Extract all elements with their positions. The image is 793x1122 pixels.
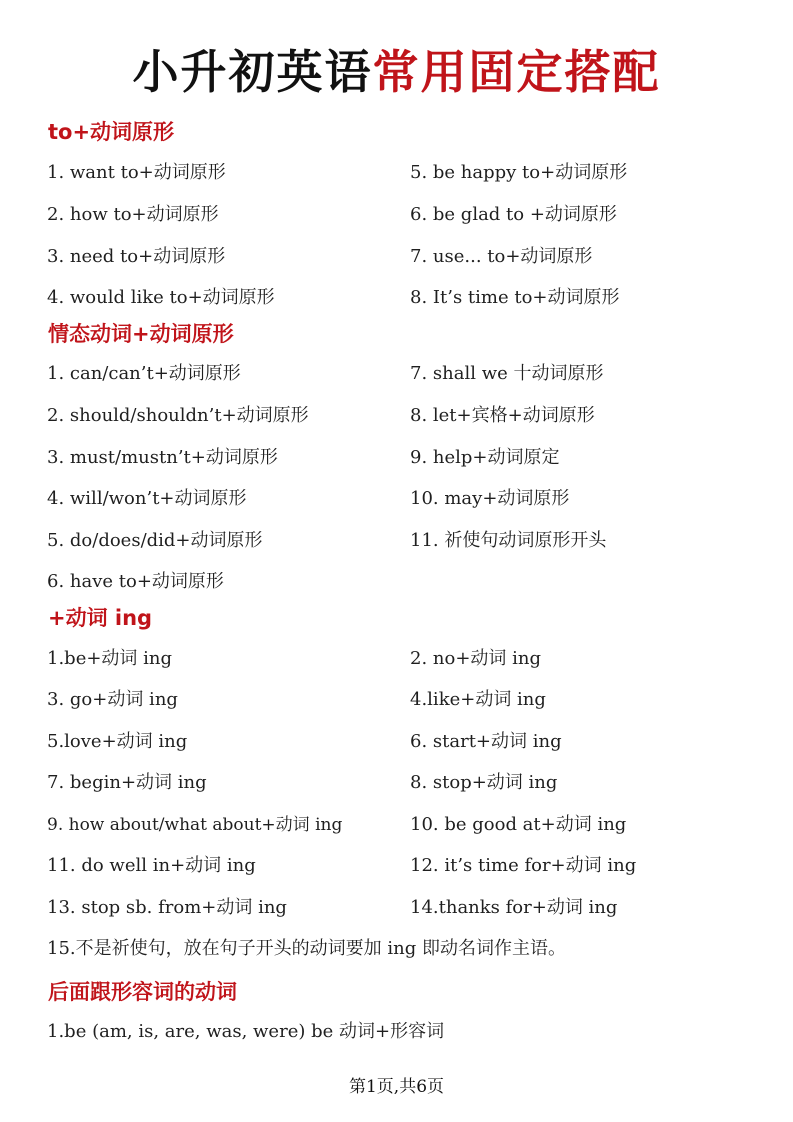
list-item: 2. no+动词 ing: [410, 648, 542, 669]
list-item: 5. do/does/did+动词原形: [47, 530, 263, 551]
list-item: 1. can/can’t+动词原形: [47, 363, 241, 384]
list-item: 13. stop sb. from+动词 ing: [47, 897, 287, 918]
list-item: 5.love+动词 ing: [47, 731, 188, 752]
list-item: 1. want to+动词原形: [47, 162, 226, 183]
list-item: 15.不是祈使句，放在句子开头的动词要加 ing 即动名词作主语。: [47, 938, 566, 959]
list-item: 9. help+动词原定: [410, 447, 560, 468]
section-heading-linking-verbs: 后面跟形容词的动词: [48, 980, 237, 1004]
list-item: 2. should/shouldn’t+动词原形: [47, 405, 309, 426]
title-part-2: 常用固定搭配: [372, 45, 661, 99]
list-item: 12. it’s time for+动词 ing: [410, 855, 637, 876]
list-item: 8. let+宾格+动词原形: [410, 405, 595, 426]
list-item: 7. shall we 十动词原形: [410, 363, 604, 384]
page-number: 第1页,共6页: [348, 1077, 445, 1097]
section-heading-gerund: +动词 ing: [48, 606, 153, 630]
list-item: 4. would like to+动词原形: [47, 287, 275, 308]
list-item: 6. start+动词 ing: [410, 731, 562, 752]
page-title: [0, 40, 793, 104]
section-heading-to-infinitive: to+动词原形: [48, 120, 175, 144]
list-item: 3. must/mustn’t+动词原形: [47, 447, 278, 468]
list-item: 8. stop+动词 ing: [410, 772, 558, 793]
list-item: 14.thanks for+动词 ing: [410, 897, 618, 918]
list-item: 7. begin+动词 ing: [47, 772, 207, 793]
list-item: 1.be+动词 ing: [47, 648, 173, 669]
title-part-1: 小升初英语: [132, 45, 373, 99]
list-item: 10. be good at+动词 ing: [410, 814, 627, 835]
list-item: 2. how to+动词原形: [47, 204, 219, 225]
list-item: 7. use... to+动词原形: [410, 246, 593, 267]
list-item: 3. need to+动词原形: [47, 246, 226, 267]
list-item: 11. 祈使句动词原形开头: [410, 530, 607, 551]
list-item: 9. how about/what about+动词 ing: [47, 815, 343, 835]
list-item: 1.be (am, is, are, was, were) be 动词+形容词: [47, 1021, 445, 1042]
list-item: 5. be happy to+动词原形: [410, 162, 628, 183]
list-item: 8. It’s time to+动词原形: [410, 287, 620, 308]
list-item: 6. have to+动词原形: [47, 571, 224, 592]
list-item: 4. will/won’t+动词原形: [47, 488, 247, 509]
list-item: 11. do well in+动词 ing: [47, 855, 256, 876]
list-item: 10. may+动词原形: [410, 488, 570, 509]
list-item: 4.like+动词 ing: [410, 689, 546, 710]
section-heading-modal-verbs: 情态动词+动词原形: [48, 322, 234, 346]
list-item: 3. go+动词 ing: [47, 689, 178, 710]
list-item: 6. be glad to +动词原形: [410, 204, 617, 225]
